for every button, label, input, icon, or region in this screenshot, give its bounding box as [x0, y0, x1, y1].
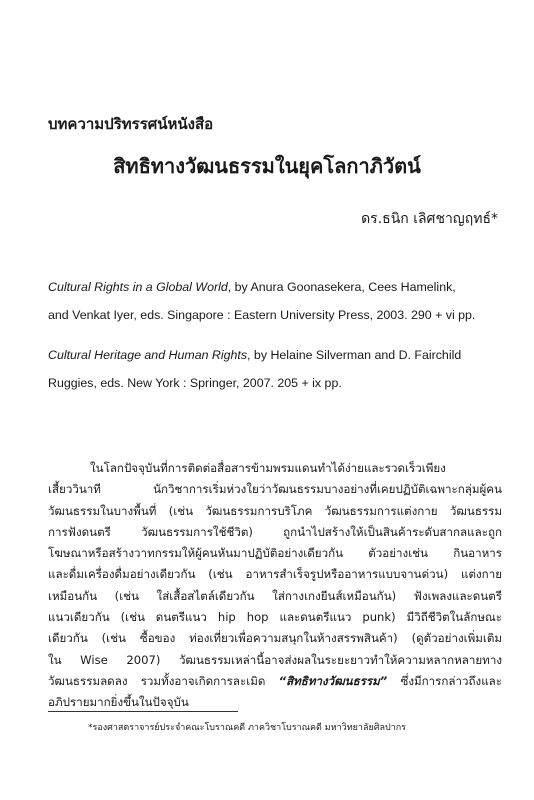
reviewed-book-1 [48, 273, 500, 329]
paragraph-text: วัฒนธรรมลดลง รวมทั้งอาจเกิดการละเมิด [48, 673, 266, 688]
footnote-divider [48, 711, 238, 712]
paragraph-line: การฟังดนตรี วัฒนธรรมการใช้ชีวิต) ถูกนำไปสร้างให้เป็นสินค้าระดับสากลและถูก [48, 524, 502, 539]
book-title: Cultural Heritage and Human Rights [48, 348, 248, 362]
author-footnote: *รองศาสตราจารย์ประจำคณะโบราณคดี ภาควิชาโบราณคดี มหาวิทยาลัยศิลปากร [88, 723, 407, 733]
book-publication: and Venkat Iyer, eds. Singapore : Eastern University Press, 2003. 290 + vi pp. [48, 308, 476, 322]
paragraph-line: และดื่มเครื่องดื่มอย่างเดียวกัน (เช่น อาหารสำเร็จรูปหรืออาหารแบบจานด่วน) แต่งกาย [48, 567, 502, 582]
paragraph-line-with-emphasis [48, 671, 502, 692]
section-label: บทความปริทรรศน์หนังสือ [48, 115, 214, 133]
paragraph-line: โฆษณาหรือสร้างวาทกรรมให้ผู้คนหันมาปฏิบัติอย่างเดียวกัน ตัวอย่างเช่น กินอาหาร [48, 546, 502, 561]
paragraph-line: เดียวกัน (เช่น ซื้อของ ท่องเที่ยวเพื่อความสนุกในห้างสรรพสินค้า) (ดูตัวอย่างเพิ่มเติม [48, 631, 502, 646]
paragraph-line: อภิปรายมากยิ่งขึ้นในปัจจุบัน [48, 695, 189, 710]
paragraph-line: ใน Wise 2007) วัฒนธรรมเหล่านี้อาจส่งผลในระยะยาวทำให้ความหลากหลายทาง [48, 652, 502, 667]
book-authors: , by Anura Goonasekera, Cees Hamelink, [227, 280, 456, 294]
book-publication: Ruggies, eds. New York : Springer, 2007. 205 + ix pp. [48, 376, 342, 390]
paragraph-line: ในโลกปัจจุบันที่การติดต่อสื่อสารข้ามพรมแดนทำได้ง่ายและรวดเร็วเพียง [90, 461, 446, 475]
paragraph-line: วัฒนธรรมในบางพื้นที่ (เช่น วัฒนธรรมการบริโภค วัฒนธรรมการแต่งกาย วัฒนธรรม [48, 503, 502, 518]
body-paragraph [48, 458, 502, 714]
reviewed-book-2 [48, 341, 500, 397]
paragraph-line: แนวเดียวกัน (เช่น ดนตรีแนว hip hop และดนตรีแนว punk) มีวิถีชีวิตในลักษณะ [48, 610, 502, 625]
author-name: ดร.ธนิก เลิศชาญฤทธ์* [361, 211, 498, 227]
emphasized-term: “สิทธิทางวัฒนธรรม” [278, 673, 388, 688]
article-title: สิทธิทางวัฒนธรรมในยุคโลกาภิวัตน์ [113, 154, 421, 178]
paragraph-text: ซึ่งมีการกล่าวถึงและ [387, 673, 502, 688]
paragraph-line: เหมือนกัน (เช่น ใส่เสื้อสไตล์เดียวกัน ใส่กางเกงยีนส์เหมือนกัน) ฟังเพลงและดนตรี [48, 588, 502, 603]
paragraph-line: เสี้ยววินาที นักวิชาการเริ่มห่วงใยว่าวัฒนธรรมบางอย่างที่เคยปฏิบัติเฉพาะกลุ่มผู้คน [48, 482, 502, 497]
book-title: Cultural Rights in a Global World [48, 280, 228, 294]
book-authors: , by Helaine Silverman and D. Fairchild [247, 348, 462, 362]
